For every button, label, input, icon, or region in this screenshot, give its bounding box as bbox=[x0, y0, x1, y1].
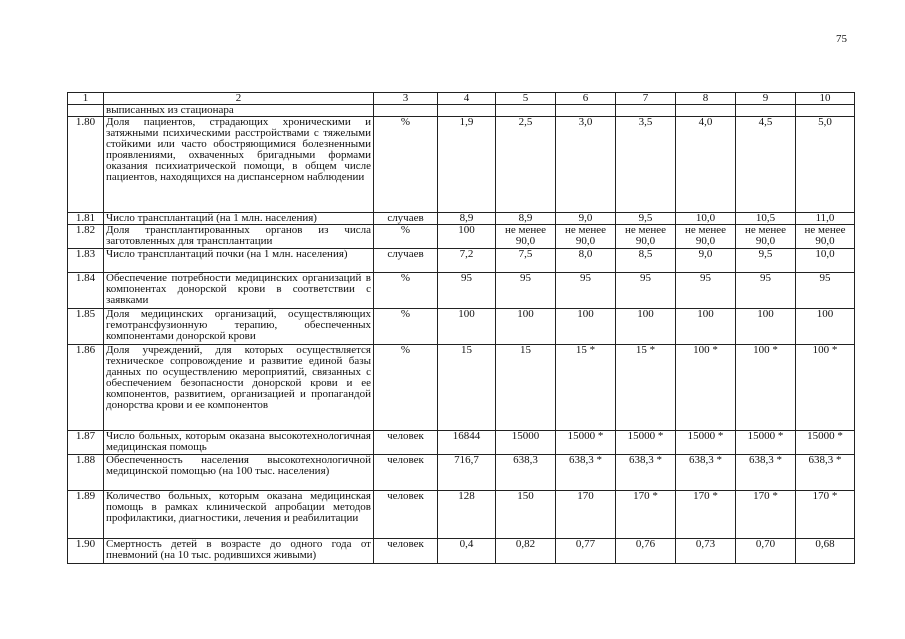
row-value: 638,3 bbox=[496, 455, 556, 491]
column-header: 5 bbox=[496, 93, 556, 105]
row-value: 4,0 bbox=[676, 117, 736, 213]
row-value: 15 * bbox=[616, 345, 676, 431]
row-value: 15000 * bbox=[736, 431, 796, 455]
row-indicator: Доля учреждений, для которых осуществляется техническое сопровождение и развитие единой базы данных по осуществлению мероприятий, связанных с обеспечением безопасности донорской крови и ее компонентов, развитием, организацией и пропагандой донорства крови и ее компонентов bbox=[104, 345, 374, 431]
column-header: 7 bbox=[616, 93, 676, 105]
row-value: 2,5 bbox=[496, 117, 556, 213]
row-value: 9,5 bbox=[736, 249, 796, 273]
row-value: 638,3 * bbox=[676, 455, 736, 491]
row-value: 11,0 bbox=[796, 213, 855, 225]
column-header: 9 bbox=[736, 93, 796, 105]
row-value: 100 * bbox=[796, 345, 855, 431]
row-value: 0,76 bbox=[616, 539, 676, 564]
row-id: 1.87 bbox=[68, 431, 104, 455]
row-indicator: Обеспечение потребности медицинских организаций в компонентах донорской крови в соответствии с заявками bbox=[104, 273, 374, 309]
row-value: 15000 * bbox=[616, 431, 676, 455]
row-value: 100 bbox=[796, 309, 855, 345]
row-value: 716,7 bbox=[438, 455, 496, 491]
row-value: 100 bbox=[438, 225, 496, 249]
column-header: 2 bbox=[104, 93, 374, 105]
row-id: 1.89 bbox=[68, 491, 104, 539]
row-indicator: Доля медицинских организаций, осуществляющих гемотрансфузионную терапию, обеспеченных компонентами донорской крови bbox=[104, 309, 374, 345]
row-value: 15 * bbox=[556, 345, 616, 431]
row-indicator: Число больных, которым оказана высокотехнологичная медицинская помощь bbox=[104, 431, 374, 455]
row-value: 95 bbox=[796, 273, 855, 309]
row-id: 1.82 bbox=[68, 225, 104, 249]
table-row bbox=[68, 309, 855, 345]
row-id: 1.80 bbox=[68, 117, 104, 213]
row-value: 170 * bbox=[616, 491, 676, 539]
row-value: 100 bbox=[556, 309, 616, 345]
row-value: 638,3 * bbox=[556, 455, 616, 491]
column-header: 10 bbox=[796, 93, 855, 105]
row-value bbox=[676, 105, 736, 117]
row-id: 1.84 bbox=[68, 273, 104, 309]
row-value: 95 bbox=[736, 273, 796, 309]
row-value: не менее 90,0 bbox=[496, 225, 556, 249]
row-value: 5,0 bbox=[796, 117, 855, 213]
table-row bbox=[68, 105, 855, 117]
column-header: 4 bbox=[438, 93, 496, 105]
column-header: 3 bbox=[374, 93, 438, 105]
row-value: 0,73 bbox=[676, 539, 736, 564]
row-value: 15000 bbox=[496, 431, 556, 455]
row-value: 15000 * bbox=[676, 431, 736, 455]
row-value: 0,70 bbox=[736, 539, 796, 564]
row-value: не менее 90,0 bbox=[796, 225, 855, 249]
row-indicator: Обеспеченность населения высокотехнологичной медицинской помощью (на 100 тыс. населения) bbox=[104, 455, 374, 491]
column-header: 8 bbox=[676, 93, 736, 105]
row-value: 100 bbox=[438, 309, 496, 345]
row-unit bbox=[374, 105, 438, 117]
row-value: 15000 * bbox=[796, 431, 855, 455]
row-value: 7,2 bbox=[438, 249, 496, 273]
row-value: 95 bbox=[556, 273, 616, 309]
row-value bbox=[496, 105, 556, 117]
page-number: 75 bbox=[836, 33, 847, 45]
row-value: 15 bbox=[438, 345, 496, 431]
row-value: 95 bbox=[438, 273, 496, 309]
table-row bbox=[68, 273, 855, 309]
row-value: 0,4 bbox=[438, 539, 496, 564]
row-value: 170 * bbox=[736, 491, 796, 539]
column-header: 1 bbox=[68, 93, 104, 105]
table-row bbox=[68, 539, 855, 564]
row-value: 3,5 bbox=[616, 117, 676, 213]
row-id: 1.81 bbox=[68, 213, 104, 225]
row-value: не менее 90,0 bbox=[556, 225, 616, 249]
row-value bbox=[736, 105, 796, 117]
row-unit: % bbox=[374, 117, 438, 213]
row-value: 638,3 * bbox=[616, 455, 676, 491]
row-unit: % bbox=[374, 273, 438, 309]
row-id bbox=[68, 105, 104, 117]
row-value: 100 bbox=[736, 309, 796, 345]
table-row bbox=[68, 455, 855, 491]
row-value: 9,0 bbox=[676, 249, 736, 273]
row-value: 15000 * bbox=[556, 431, 616, 455]
row-value: не менее 90,0 bbox=[616, 225, 676, 249]
row-value: 638,3 * bbox=[796, 455, 855, 491]
row-indicator: Смертность детей в возрасте до одного года от пневмоний (на 10 тыс. родившихся живыми) bbox=[104, 539, 374, 564]
row-value: 7,5 bbox=[496, 249, 556, 273]
row-value: не менее 90,0 bbox=[676, 225, 736, 249]
row-value: не менее 90,0 bbox=[736, 225, 796, 249]
row-value: 10,0 bbox=[796, 249, 855, 273]
row-unit: человек bbox=[374, 539, 438, 564]
table-row bbox=[68, 345, 855, 431]
row-value: 10,0 bbox=[676, 213, 736, 225]
row-value bbox=[438, 105, 496, 117]
row-indicator: Число трансплантаций почки (на 1 млн. населения) bbox=[104, 249, 374, 273]
row-value: 0,68 bbox=[796, 539, 855, 564]
indicators-table bbox=[67, 92, 855, 564]
table-row bbox=[68, 491, 855, 539]
row-id: 1.88 bbox=[68, 455, 104, 491]
row-indicator: выписанных из стационара bbox=[104, 105, 374, 117]
row-id: 1.90 bbox=[68, 539, 104, 564]
row-value: 95 bbox=[496, 273, 556, 309]
row-value: 0,82 bbox=[496, 539, 556, 564]
row-value: 100 bbox=[676, 309, 736, 345]
row-value: 170 bbox=[556, 491, 616, 539]
row-value bbox=[796, 105, 855, 117]
row-value: 8,9 bbox=[438, 213, 496, 225]
table-row bbox=[68, 225, 855, 249]
row-value: 100 * bbox=[676, 345, 736, 431]
row-indicator: Доля пациентов, страдающих хроническими и затяжными психическими расстройствами с тяжелыми стойкими или часто обостряющимися болезненными проявлениями, охваченных бригадными формами оказания психиатрической помощи, в общем числе пациентов, находящихся на диспансерном наблюдении bbox=[104, 117, 374, 213]
row-value: 128 bbox=[438, 491, 496, 539]
row-indicator: Доля трансплантированных органов из числа заготовленных для трансплантации bbox=[104, 225, 374, 249]
row-value: 170 * bbox=[676, 491, 736, 539]
row-value: 1,9 bbox=[438, 117, 496, 213]
row-value: 16844 bbox=[438, 431, 496, 455]
row-indicator: Количество больных, которым оказана медицинская помощь в рамках клинической апробации методов профилактики, диагностики, лечения и реабилитации bbox=[104, 491, 374, 539]
row-id: 1.86 bbox=[68, 345, 104, 431]
row-unit: случаев bbox=[374, 249, 438, 273]
row-value: 170 * bbox=[796, 491, 855, 539]
row-value: 100 bbox=[496, 309, 556, 345]
row-unit: % bbox=[374, 345, 438, 431]
row-unit: человек bbox=[374, 431, 438, 455]
row-unit: человек bbox=[374, 491, 438, 539]
row-value bbox=[616, 105, 676, 117]
table-row bbox=[68, 213, 855, 225]
row-id: 1.85 bbox=[68, 309, 104, 345]
table-row bbox=[68, 117, 855, 213]
row-value: 100 * bbox=[736, 345, 796, 431]
row-value: 100 bbox=[616, 309, 676, 345]
column-header: 6 bbox=[556, 93, 616, 105]
row-value: 8,5 bbox=[616, 249, 676, 273]
row-unit: % bbox=[374, 309, 438, 345]
row-unit: человек bbox=[374, 455, 438, 491]
row-value: 8,0 bbox=[556, 249, 616, 273]
row-value: 150 bbox=[496, 491, 556, 539]
row-value: 638,3 * bbox=[736, 455, 796, 491]
row-unit: % bbox=[374, 225, 438, 249]
row-value: 15 bbox=[496, 345, 556, 431]
row-value: 3,0 bbox=[556, 117, 616, 213]
row-value: 9,5 bbox=[616, 213, 676, 225]
row-value bbox=[556, 105, 616, 117]
row-value: 4,5 bbox=[736, 117, 796, 213]
row-indicator: Число трансплантаций (на 1 млн. населения) bbox=[104, 213, 374, 225]
row-unit: случаев bbox=[374, 213, 438, 225]
table-row bbox=[68, 431, 855, 455]
row-value: 95 bbox=[616, 273, 676, 309]
table-row bbox=[68, 249, 855, 273]
row-value: 95 bbox=[676, 273, 736, 309]
row-value: 9,0 bbox=[556, 213, 616, 225]
row-value: 10,5 bbox=[736, 213, 796, 225]
table-header-row bbox=[68, 93, 855, 105]
row-value: 0,77 bbox=[556, 539, 616, 564]
row-value: 8,9 bbox=[496, 213, 556, 225]
row-id: 1.83 bbox=[68, 249, 104, 273]
